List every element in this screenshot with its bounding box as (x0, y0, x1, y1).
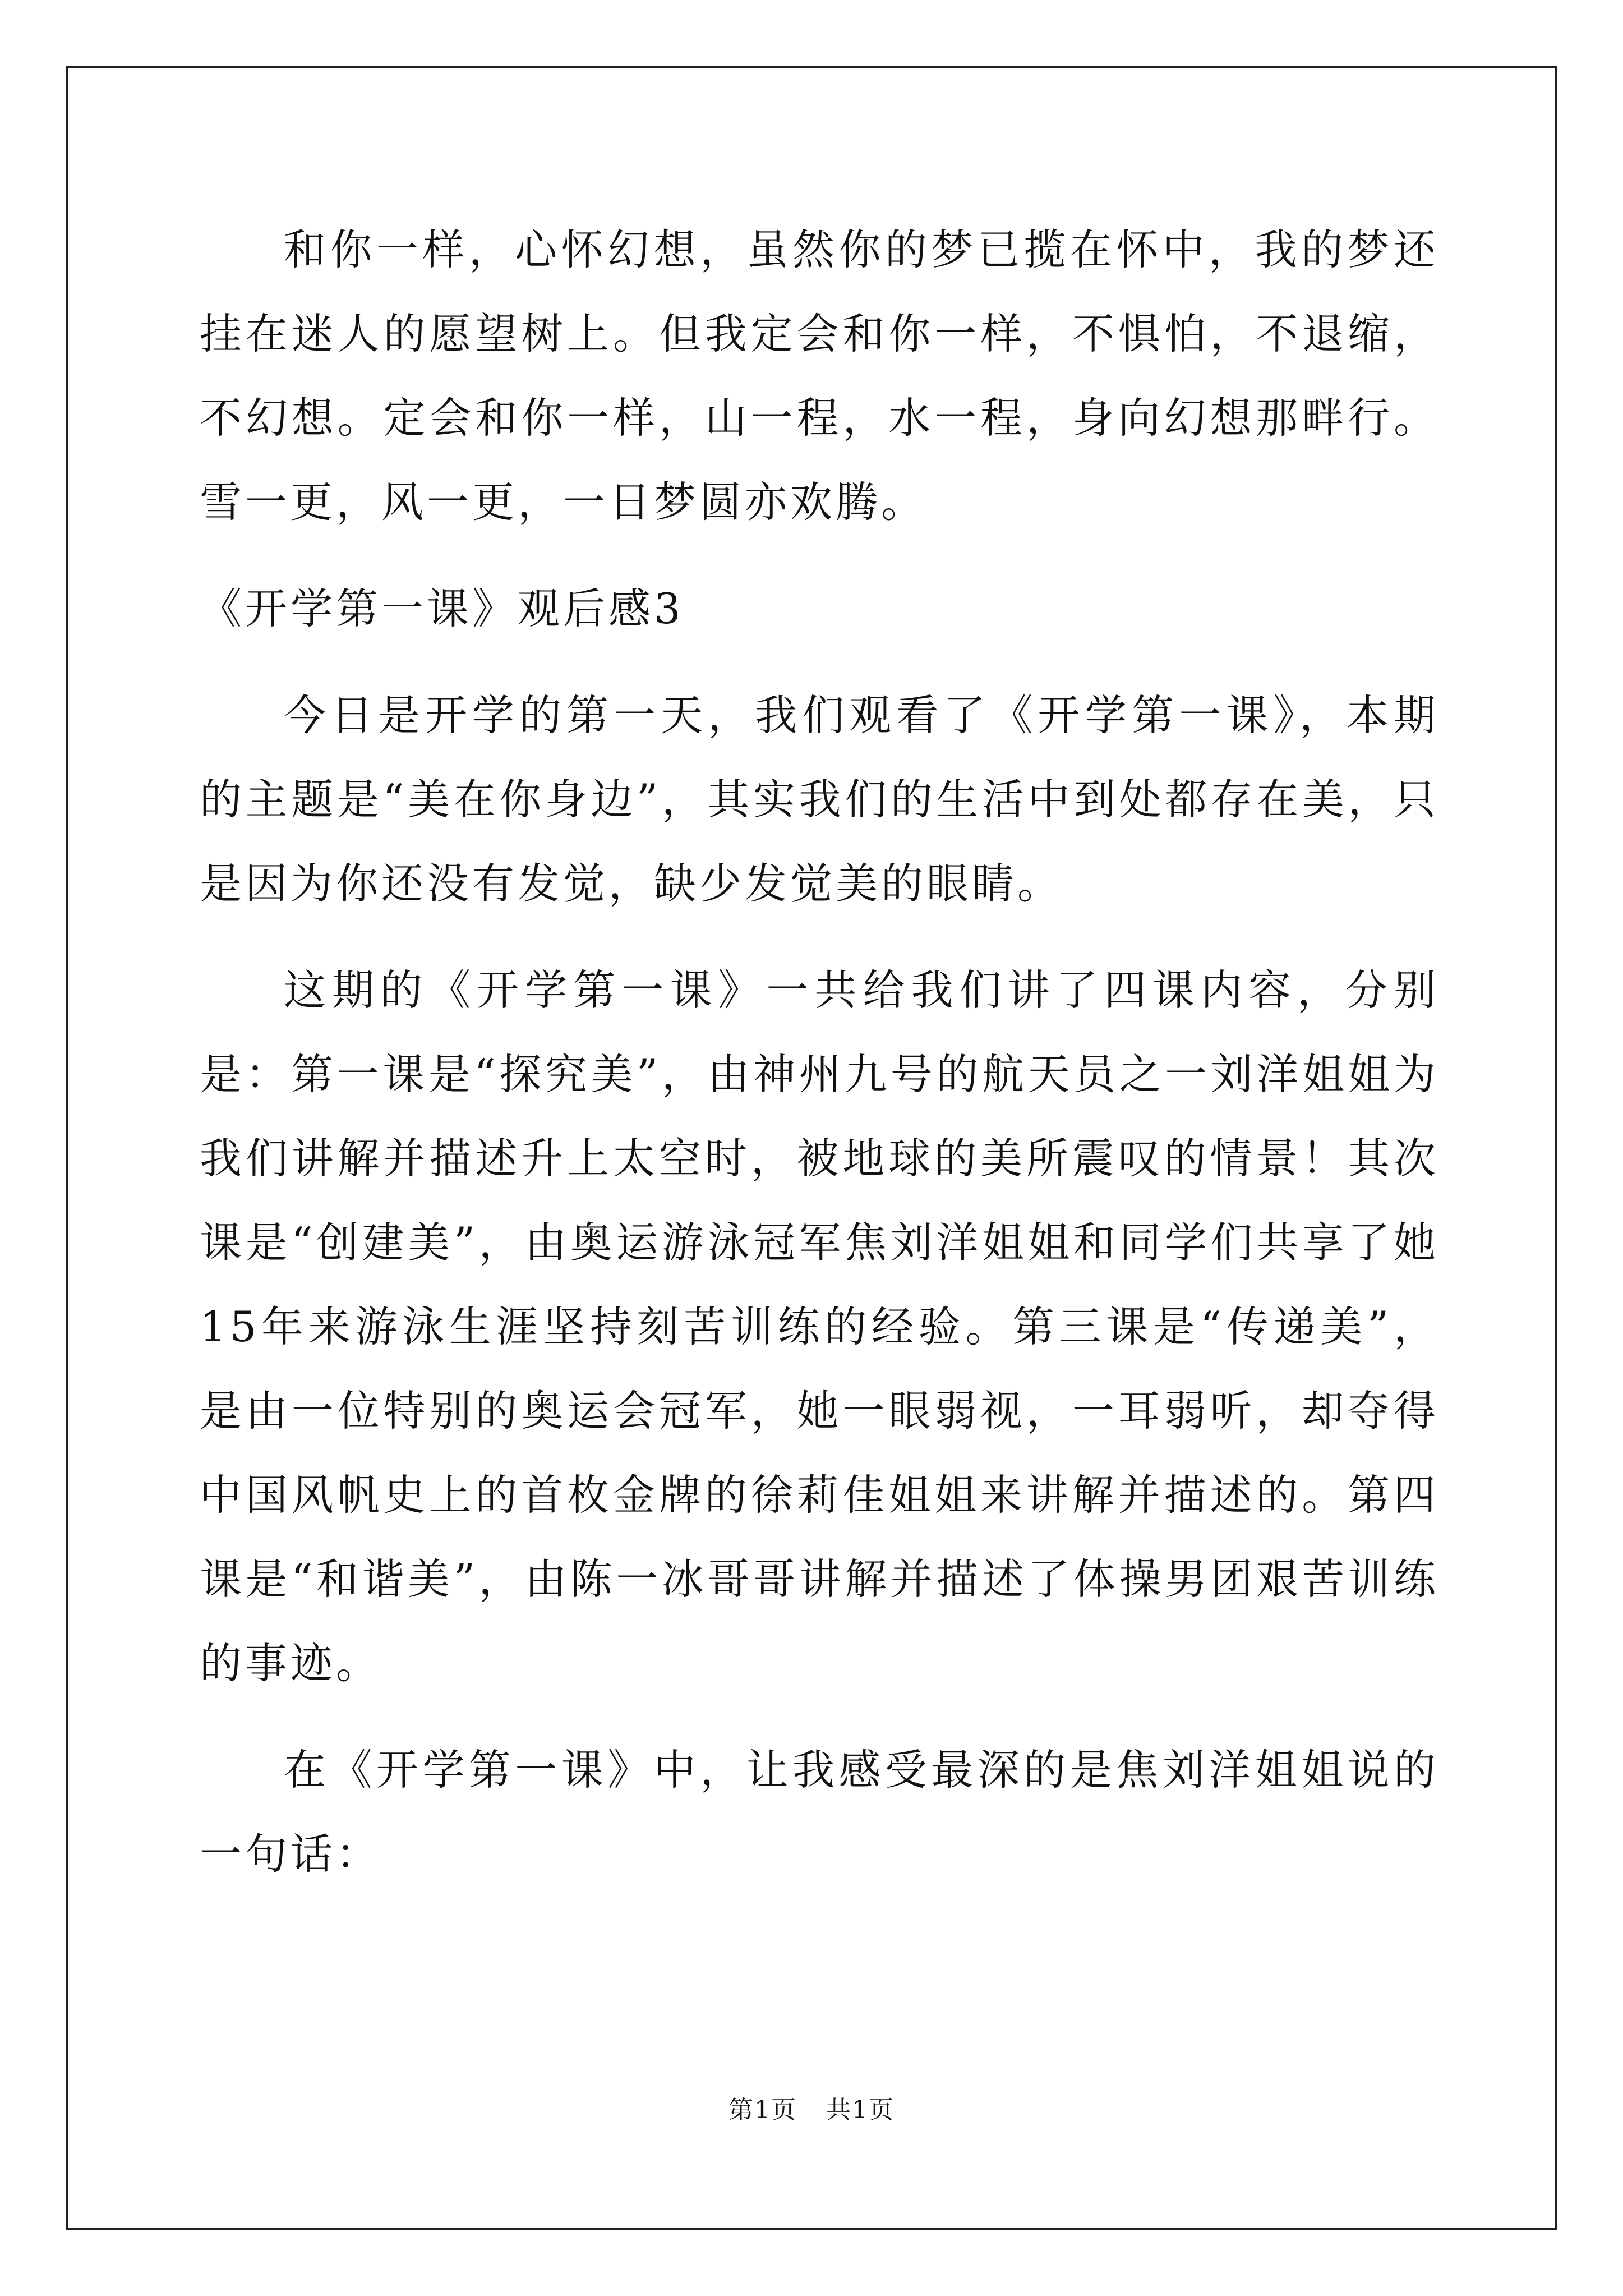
paragraph-3: 这期的《开学第一课》一共给我们讲了四课内容，分别是：第一课是“探究美”，由神州九号的航天员之一刘洋姐姐为我们讲解并描述升上太空时，被地球的美所震叹的情景！其次课是“创建美”，由奥运游泳冠军焦刘洋姐姐和同学们共享了她15年来游泳生涯坚持刻苦训练的经验。第三课是“传递美”，是由一位特别的奥运会冠军，她一眼弱视，一耳弱听，却夺得中国风帆史上的首枚金牌的徐莉佳姐姐来讲解并描述的。第四课是“和谐美”，由陈一冰哥哥讲解并描述了体操男团艰苦训练的事迹。 (200, 965, 1439, 1688)
document-body (200, 208, 1439, 1896)
page-footer (0, 2090, 1623, 2125)
page-total: 共1页 (826, 2096, 895, 2124)
page-number: 第1页 (728, 2096, 797, 2124)
section-heading: 《开学第一课》观后感3 (200, 584, 684, 633)
paragraph-4: 在《开学第一课》中，让我感受最深的是焦刘洋姐姐说的一句话： (200, 1745, 1439, 1879)
paragraph-1: 和你一样，心怀幻想，虽然你的梦已揽在怀中，我的梦还挂在迷人的愿望树上。但我定会和你一样，不惧怕，不退缩，不幻想。定会和你一样，山一程，水一程，身向幻想那畔行。雪一更，风一更，一日梦圆亦欢腾。 (200, 225, 1439, 527)
paragraph-2: 今日是开学的第一天，我们观看了《开学第一课》，本期的主题是“美在你身边”，其实我们的生活中到处都存在美，只是因为你还没有发觉，缺少发觉美的眼睛。 (200, 691, 1439, 908)
